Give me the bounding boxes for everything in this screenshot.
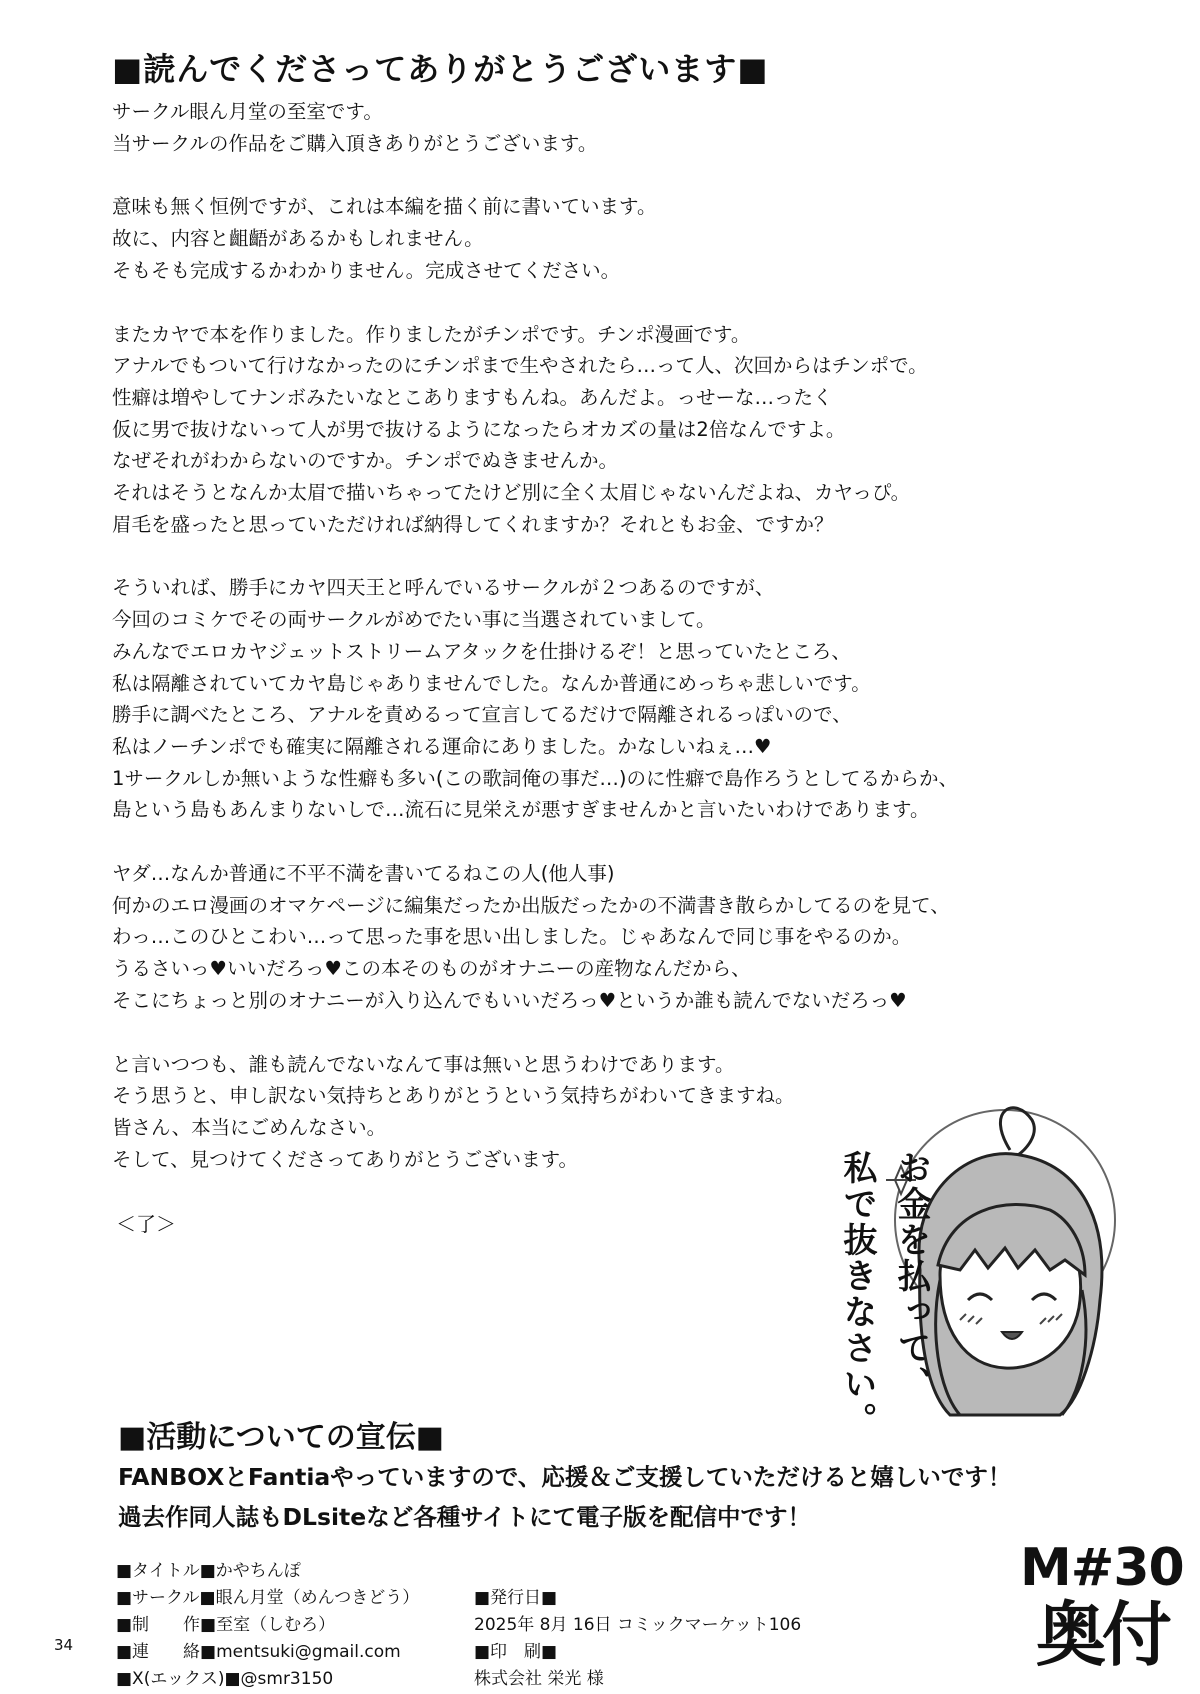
colophon-contact: ■連 絡■mentsuki@gmail.com [116,1642,401,1662]
colophon-left [116,1558,419,1693]
afterword-line: そう思うと、申し訳ない気持ちとありがとうという気持ちがわいてきますね。 [112,1084,795,1108]
afterword-line: 眉毛を盛ったと思っていただければ納得してくれますか？それともお金、ですか？ [112,512,834,536]
promo-line-fanbox: FANBOXとFantiaやっていますので、応援＆ご支援していただけると嬉しいです！ [118,1463,1012,1491]
afterword-line: そして、見つけてくださってありがとうございます。 [112,1147,579,1171]
afterword-line: 性癖は増やしてナンボみたいなとこありますもんね。あんだよ。っせーな…ったく [112,385,833,409]
afterword-heading: ■読んでくださってありがとうございます■ [112,50,769,88]
badge-label: 奥付 [1035,1594,1168,1676]
afterword-paragraph [112,319,1122,541]
ahoge-strand [1000,1108,1034,1155]
afterword-line: 意味も無く恒例ですが、これは本編を描く前に書いています。 [112,195,657,219]
colophon-printer-value: 株式会社 栄光 様 [474,1669,604,1689]
closing-mark: ＜了＞ [116,1212,176,1236]
page-number: 34 [54,1636,74,1654]
colophon-badge [1020,1540,1184,1674]
afterword-paragraph [112,96,1122,159]
promo-heading: ■活動についての宣伝■ [118,1420,445,1455]
badge-number: M#30 [1020,1538,1184,1598]
afterword-line: またカヤで本を作りました。作りましたがチンポです。チンポ漫画です。 [112,322,751,346]
afterword-line: 皆さん、本当にごめんなさい。 [112,1115,387,1139]
colophon-author: ■制 作■至室（しむろ） [116,1615,336,1635]
afterword-line: 島という島もあんまりないしで…流石に見栄えが悪すぎませんかと言いたいわけであります。 [112,798,930,822]
afterword-line: 私は隔離されていてカヤ島じゃありませんでした。なんか普通にめっちゃ悲しいです。 [112,671,871,695]
afterword-line: アナルでもついて行けなかったのにチンポまで生やされたら…って人、次回からはチンポで。 [112,354,928,378]
afterword-line: ヤダ…なんか普通に不平不満を書いてるねこの人(他人事) [112,862,615,886]
colophon-date-label: ■発行日■ [474,1588,558,1608]
afterword-line: 今回のコミケでその両サークルがめでたい事に当選されていまして。 [112,608,716,632]
promo-line-dlsite: 過去作同人誌もDLsiteなど各種サイトにて電子版を配信中です！ [118,1503,812,1531]
afterword-line: 当サークルの作品をご購入頂きありがとうございます。 [112,131,598,155]
afterword-line: サークル眼ん月堂の至室です。 [112,100,383,123]
afterword-line: 故に、内容と齟齬があるかもしれません。 [112,227,484,251]
speech-line-1: お金を払って、 [891,1150,931,1402]
afterword-line: 1サークルしか無いような性癖も多い(この歌詞俺の事だ…)のに性癖で島作ろうとしてるからか、 [112,766,959,790]
afterword-line: わっ…このひとこわい…って思った事を思い出しました。じゃあなんで同じ事をやるのか。 [112,925,912,949]
afterword-line: と言いつつも、誰も読んでないなんて事は無いと思うわけであります。 [112,1052,735,1076]
colophon-printer-label: ■印 刷■ [474,1642,558,1662]
afterword-line: そこにちょっと別のオナニーが入り込んでもいいだろっ♥というか誰も読んでないだろっ♥ [112,988,907,1012]
afterword-line: そもそも完成するかわかりません。完成させてください。 [112,258,621,282]
afterword-line: 勝手に調べたところ、アナルを責めるって宣言してるだけで隔離されるっぽいので、 [112,703,852,727]
colophon-title: ■タイトル■かやちんぽ [116,1561,301,1581]
afterword-line: 何かのエロ漫画のオマケページに編集だったか出版だったかの不満書き散らかしてるのを見て、 [112,893,950,917]
afterword-line: 私はノーチンポでも確実に隔離される運命にありました。かなしいねぇ…♥ [112,734,772,758]
colophon-x-account: ■X(エックス)■@smr3150 [116,1669,334,1689]
afterword-paragraph [112,572,1122,826]
afterword-line: なぜそれがわからないのですか。チンポでぬきませんか。 [112,449,619,473]
afterword-paragraph [112,858,1122,1017]
afterword-body [112,96,1122,1207]
colophon-right [474,1585,801,1693]
afterword-line: みんなでエロカヤジェットストリームアタックを仕掛けるぞ！と思っていたところ、 [112,639,851,663]
afterword-paragraph [112,191,1122,286]
afterword-line: それはそうとなんか太眉で描いちゃってたけど別に全く太眉じゃないんだよね、カヤっぴ。 [112,481,911,505]
colophon-date-value: 2025年 8月 16日 コミックマーケット106 [474,1615,802,1635]
colophon-circle: ■サークル■眼ん月堂（めんつきどう） [116,1588,420,1608]
afterword-line: そういれば、勝手にカヤ四天王と呼んでいるサークルが２つあるのですが、 [112,576,775,600]
afterword-line: うるさいっ♥いいだろっ♥この本そのものがオナニーの産物なんだから、 [112,957,751,981]
speech-line-2: 私で抜きなさい。 [837,1150,877,1438]
afterword-line: 仮に男で抜けないって人が男で抜けるようになったらオカズの量は2倍なんですよ。 [112,417,846,441]
